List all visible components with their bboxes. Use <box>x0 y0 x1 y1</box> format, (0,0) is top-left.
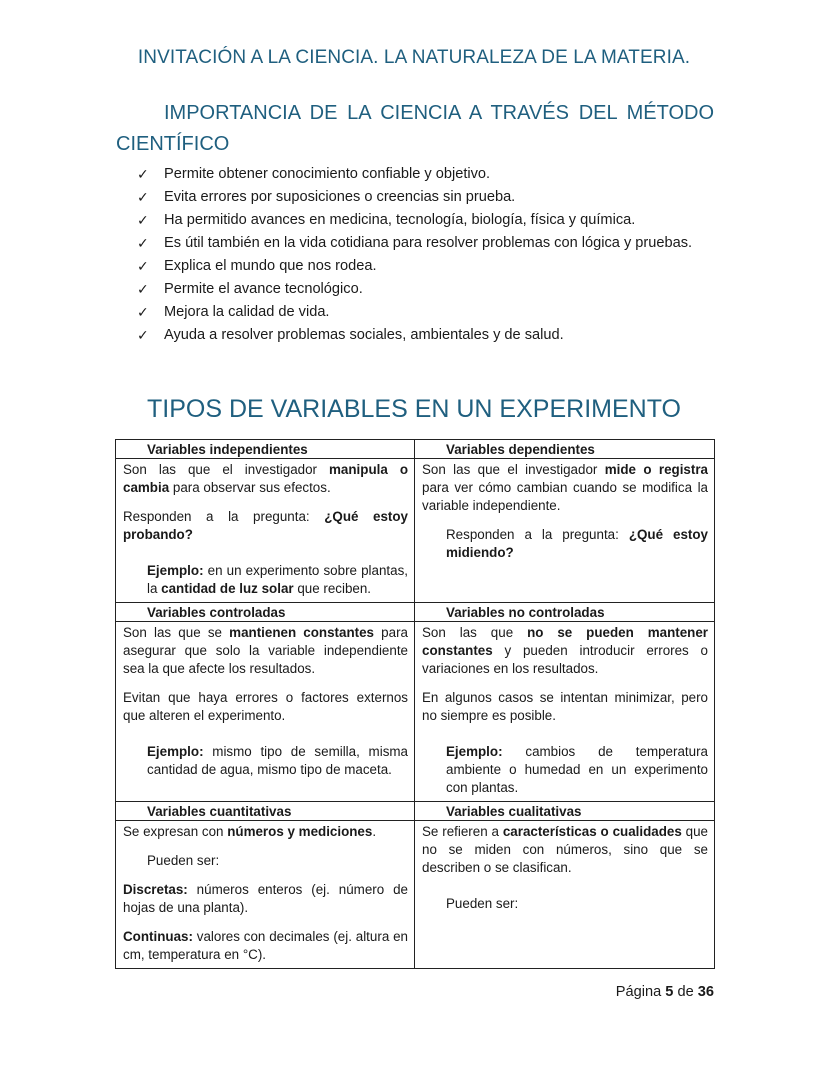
list-item: ✓ Ha permitido avances en medicina, tecnología, biología, física y química. <box>137 209 714 232</box>
table-row <box>116 459 715 603</box>
header-controlled: Variables controladas <box>116 603 415 622</box>
document-title: INVITACIÓN A LA CIENCIA. LA NATURALEZA DE LA MATERIA. <box>137 47 691 68</box>
importance-heading <box>116 98 714 160</box>
check-icon: ✓ <box>137 189 149 205</box>
table-row <box>116 603 715 622</box>
cell-uncontrolled: Son las que no se pueden mantener constantes y pueden introducir errores o variaciones en los resultados. En algunos casos se intentan minimizar, pero no siempre es posible. Ejemplo: cambios de temperatura ambiente o humedad en un experimento con plantas. <box>415 622 715 802</box>
importance-heading-line2: CIENTÍFICO <box>116 133 230 155</box>
importance-heading-line1 <box>116 98 714 129</box>
header-qualitative: Variables cualitativas <box>415 802 715 821</box>
check-icon: ✓ <box>137 304 149 320</box>
table-row <box>116 802 715 821</box>
check-icon: ✓ <box>137 258 149 274</box>
check-icon: ✓ <box>137 281 149 297</box>
importance-heading-text: IMPORTANCIA DE LA CIENCIA A TRAVÉS DEL MÉTODO <box>164 102 714 124</box>
cell-independent: Son las que el investigador manipula o cambia para observar sus efectos. Responden a la pregunta: ¿Qué estoy probando? Ejemplo: en un experimento sobre plantas, la cantidad de luz solar que reciben. <box>116 459 415 603</box>
table-row <box>116 821 715 969</box>
variables-table <box>115 439 715 969</box>
table-row <box>116 440 715 459</box>
importance-list <box>137 163 714 347</box>
check-icon: ✓ <box>137 166 149 182</box>
cell-qualitative: Se refieren a características o cualidades que no se miden con números, sino que se describen o se clasifican. Pueden ser: <box>415 821 715 969</box>
cell-quantitative: Se expresan con números y mediciones. Pueden ser: Discretas: números enteros (ej. número de hojas de una planta). Continuas: valores con decimales (ej. altura en cm, temperatura en °C). <box>116 821 415 969</box>
list-item: ✓ Ayuda a resolver problemas sociales, ambientales y de salud. <box>137 324 714 347</box>
cell-dependent: Son las que el investigador mide o registra para ver cómo cambian cuando se modifica la variable independiente. Responden a la pregunta: ¿Qué estoy midiendo? <box>415 459 715 603</box>
header-uncontrolled: Variables no controladas <box>415 603 715 622</box>
check-icon: ✓ <box>137 235 149 251</box>
check-icon: ✓ <box>137 327 149 343</box>
list-item: ✓ Evita errores por suposiciones o creencias sin prueba. <box>137 186 714 209</box>
header-quantitative: Variables cuantitativas <box>116 802 415 821</box>
header-independent: Variables independientes <box>116 440 415 459</box>
list-item: ✓ Explica el mundo que nos rodea. <box>137 255 714 278</box>
list-item: ✓ Permite obtener conocimiento confiable y objetivo. <box>137 163 714 186</box>
page-number: Página 5 de 36 <box>615 984 714 1000</box>
variables-heading: TIPOS DE VARIABLES EN UN EXPERIMENTO <box>147 395 681 423</box>
cell-controlled: Son las que se mantienen constantes para asegurar que solo la variable independiente sea la que afecte los resultados. Evitan que haya errores o factores externos que alteren el experimento. Ejemplo: mismo tipo de semilla, misma cantidad de agua, mismo tipo de maceta. <box>116 622 415 802</box>
list-item: ✓ Permite el avance tecnológico. <box>137 278 714 301</box>
check-icon: ✓ <box>137 212 149 228</box>
header-dependent: Variables dependientes <box>415 440 715 459</box>
list-item: ✓ Es útil también en la vida cotidiana para resolver problemas con lógica y pruebas. <box>137 232 714 255</box>
table-row <box>116 622 715 802</box>
list-item: ✓ Mejora la calidad de vida. <box>137 301 714 324</box>
